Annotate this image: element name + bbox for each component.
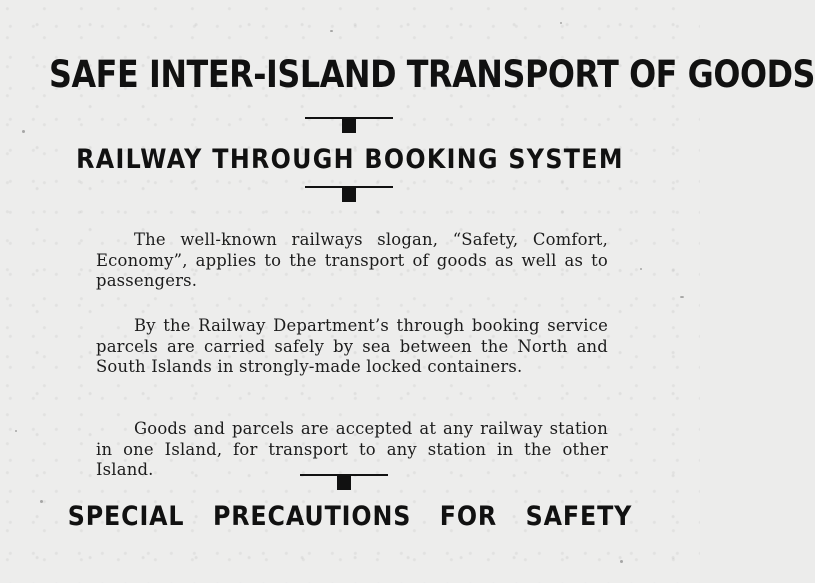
paragraph-through-booking: By the Railway Department’s through booking service parcels are carried safely by sea between the North and South Islands in strongly-made locked containers. [96, 316, 608, 377]
print-speck [40, 500, 43, 503]
ornament-divider [305, 182, 395, 204]
paragraph-goods-acceptance: Goods and parcels are accepted at any railway station in one Island, for transport to any station in the other Island. [96, 419, 608, 480]
print-speck [640, 268, 642, 270]
ornament-block [342, 188, 356, 202]
print-speck [22, 130, 25, 133]
print-speck [560, 22, 562, 24]
subheadline: RAILWAY THROUGH BOOKING SYSTEM [76, 144, 624, 175]
print-speck [620, 560, 623, 563]
print-speck [680, 296, 684, 298]
section-heading: SPECIAL PRECAUTIONS FOR SAFETY [67, 501, 633, 532]
ornament-divider [300, 470, 390, 492]
ornament-divider [305, 113, 395, 135]
ornament-block [337, 476, 351, 490]
print-speck [15, 430, 17, 432]
headline: SAFE INTER-ISLAND TRANSPORT OF GOODS [49, 53, 815, 96]
print-speck [330, 30, 333, 32]
paragraph-slogan: The well-known railways slogan, “Safety, Comfort, Economy”, applies to the transport of goods as well as to passengers. [96, 230, 608, 291]
ornament-block [342, 119, 356, 133]
